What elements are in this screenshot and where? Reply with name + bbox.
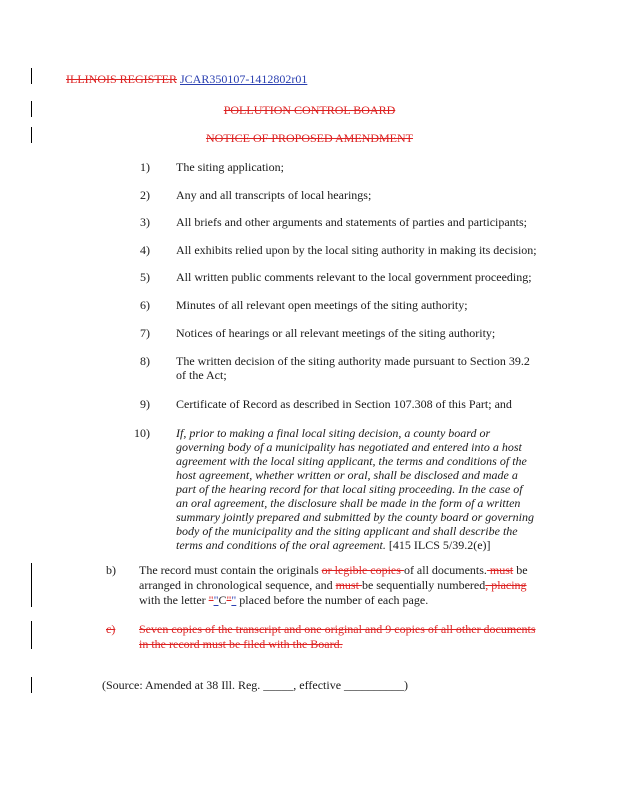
- change-bar-source: [31, 677, 32, 693]
- item-number: 6): [140, 298, 150, 312]
- para-b-line: with the letter ""C"" placed before the number of each page.: [139, 593, 429, 607]
- para-c-line: Seven copies of the transcript and one original and 9 copies of all other documents: [139, 622, 536, 636]
- item-number: 5): [140, 270, 150, 284]
- item-number: 3): [140, 215, 150, 229]
- para-b-line: arranged in chronological sequence, and must be sequentially numbered, placing: [139, 578, 527, 592]
- notice-title: NOTICE OF PROPOSED AMENDMENT: [205, 131, 414, 145]
- item-text: All exhibits relied upon by the local siting authority in making its decision;: [176, 243, 537, 257]
- item-number: 2): [140, 188, 150, 202]
- item-number: 10): [134, 426, 150, 440]
- item-text: Certificate of Record as described in Section 107.308 of this Part; and: [176, 397, 512, 411]
- para-c-line: in the record must be filed with the Board.: [139, 637, 343, 651]
- item-number: 4): [140, 243, 150, 257]
- item-text: Notices of hearings or all relevant meetings of the siting authority;: [176, 326, 496, 340]
- item-text-line: The written decision of the siting authority made pursuant to Section 39.2: [176, 354, 530, 368]
- item-text: [176, 354, 556, 382]
- citation: [415 ILCS 5/39.2(e)]: [388, 538, 491, 552]
- item-number: 8): [140, 354, 150, 368]
- item-number: 9): [140, 397, 150, 411]
- para-b-line: The record must contain the originals or legible copies of all documents. must be: [139, 563, 528, 577]
- para-c-label: c): [106, 622, 116, 636]
- item-text-line: summary jointly prepared and submitted by the county board or governing: [176, 510, 534, 524]
- para-c-text: [139, 622, 579, 652]
- change-bar-para-b: [31, 563, 32, 607]
- item-text-line: If, prior to making a final local siting decision, a county board or: [176, 426, 491, 440]
- item-text-line: part of the hearing record for that local siting proceeding. In the case of: [176, 482, 523, 496]
- para-b-label: b): [106, 563, 116, 577]
- item-text: All written public comments relevant to the local government proceeding;: [176, 270, 532, 284]
- item-text-line: body of the municipality and the siting applicant and shall describe the: [176, 524, 518, 538]
- item-text-line: terms and conditions of the oral agreement. [415 ILCS 5/39.2(e)]: [176, 538, 491, 552]
- item-text: All briefs and other arguments and statements of parties and participants;: [176, 215, 528, 229]
- item-text: Minutes of all relevant open meetings of the siting authority;: [176, 298, 468, 312]
- register-title: ILLINOIS REGISTER: [66, 72, 177, 86]
- item-text-line: agreement with the local siting applicant, the terms and conditions of the: [176, 454, 527, 468]
- jcar-code: JCAR350107-1412802r01: [180, 72, 308, 86]
- item-text: Any and all transcripts of local hearings;: [176, 188, 372, 202]
- para-b-text: [139, 563, 559, 608]
- item-text-line: governing body of a municipality has negotiated and entered into a host: [176, 440, 522, 454]
- item-text-line: an oral agreement, the disclosure shall be made in the form of a written: [176, 496, 521, 510]
- item-text-line: host agreement, whether written or oral, shall be disclosed and made a: [176, 468, 518, 482]
- board-title: POLLUTION CONTROL BOARD: [223, 103, 396, 117]
- change-bar-header1: [31, 68, 32, 84]
- item-text: The siting application;: [176, 160, 284, 174]
- item-number: 7): [140, 326, 150, 340]
- register-header: [66, 72, 307, 87]
- change-bar-para-c: [31, 621, 32, 649]
- item-10-text: [176, 426, 556, 552]
- item-text-line: of the Act;: [176, 368, 227, 382]
- item-number: 1): [140, 160, 150, 174]
- source-note: (Source: Amended at 38 Ill. Reg. _____, effective __________): [102, 678, 409, 692]
